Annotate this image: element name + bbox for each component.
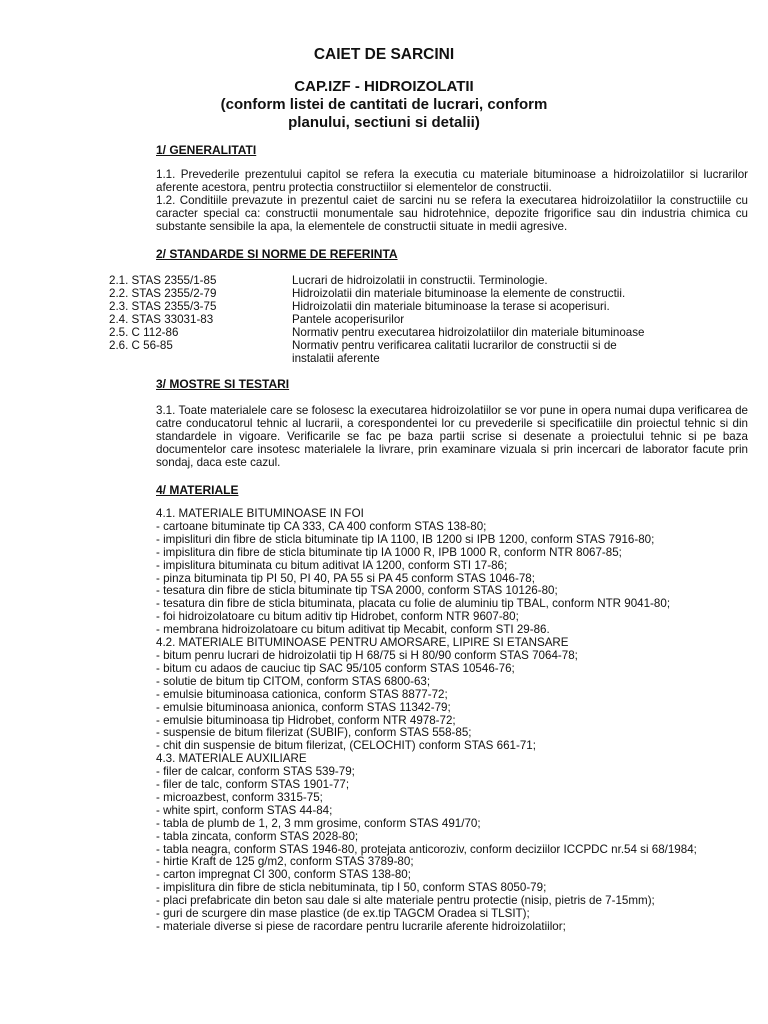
list-item: 4.3. MATERIALE AUXILIARE (156, 752, 307, 766)
section-heading-materiale: 4/ MATERIALE (156, 483, 239, 497)
list-item: - filer de talc, conform STAS 1901-77; (156, 778, 350, 792)
list-item: - emulsie bituminoasa cationica, conform STAS 8877-72; (156, 687, 448, 701)
list-item: - bitum cu adaos de cauciuc tip SAC 95/105 conform STAS 10546-76; (156, 661, 515, 675)
chapter-line-3: planului, sectiuni si detalii) (288, 114, 480, 131)
list-item: - bitum penru lucrari de hidroizolatii tip H 68/75 si H 80/90 conform STAS 7064-78; (156, 648, 578, 662)
section-heading-generalitati: 1/ GENERALITATI (156, 143, 257, 157)
paragraph-1-2: 1.2. Conditiile prevazute in prezentul caiet de sarcini nu se refera la executarea hidroizolatiilor la constructiile cu caracter special ca: constructii monumentale sau hidrotehnice, depozite frigorifice sau din industria chimica cu substante sensibile la apa, la elementele de constructii situate in medii agresive. (156, 194, 748, 233)
list-item: - tabla zincata, conform STAS 2028-80; (156, 829, 359, 843)
list-item: 4.1. MATERIALE BITUMINOASE IN FOI (156, 507, 364, 520)
list-item: - tabla de plumb de 1, 2, 3 mm grosime, conform STAS 491/70; (156, 816, 481, 830)
chapter-line-2: (conform listei de cantitati de lucrari, conform (220, 96, 548, 113)
list-item: - pinza bituminata tip PI 50, PI 40, PA 55 si PA 45 conform STAS 1046-78; (156, 571, 535, 585)
paragraph-1-1: 1.1. Prevederile prezentului capitol se refera la executia cu materiale bituminoase a hidroizolatiilor si lucrarilor aferente acestora, pentru protectia constructiilor si elementelor de constructii. (156, 168, 748, 194)
standard-code: 2.1. STAS 2355/1-85 (109, 274, 217, 287)
list-item: - impislitura din fibre de sticla nebituminata, tip I 50, conform STAS 8050-79; (156, 881, 547, 895)
list-item: - tabla neagra, conform STAS 1946-80, protejata anticoroziv, conform deciziilor ICCPDC nr.54 si 68/1984; (156, 842, 697, 856)
materials-list (156, 508, 756, 934)
standard-description: Normativ pentru executarea hidroizolatiilor din materiale bituminoase (292, 326, 645, 339)
paragraph-3-1: 3.1. Toate materialele care se folosesc la executarea hidroizolatiilor se vor pune in opera numai dupa verificarea de catre conducatorul tehnic al lucrarii, a corespondentei lor cu prevederile si specificatiile din proiectul tehnic si din standardele in vigoare. Verificarile se fac pe baza partii scrise si desenate a proiectului tehnic si pe baza documentelor care insotesc materialele la livrare, prin examinare vizuala si prin incercari de laborator facute prin sondaj, daca este cazul. (156, 404, 748, 469)
list-item: - carton impregnat CI 300, conform STAS 138-80; (156, 868, 411, 882)
list-item: - white spirt, conform STAS 44-84; (156, 803, 333, 817)
standard-code: 2.5. C 112-86 (109, 326, 179, 339)
standard-description: Hidroizolatii din materiale bituminoase la elemente de constructii. (292, 287, 626, 300)
list-item: - filer de calcar, conform STAS 539-79; (156, 765, 355, 779)
list-item: - foi hidroizolatoare cu bitum aditiv tip Hidrobet, conform NTR 9607-80; (156, 610, 519, 624)
list-item: - cartoane bituminate tip CA 333, CA 400 conform STAS 138-80; (156, 519, 487, 533)
list-item: - tesatura din fibre de sticla bituminate tip TSA 2000, conform STAS 10126-80; (156, 584, 558, 598)
section-heading-standarde: 2/ STANDARDE SI NORME DE REFERINTA (156, 247, 398, 261)
list-item: - microazbest, conform 3315-75; (156, 790, 323, 804)
list-item: - impislitura bituminata cu bitum aditivat IA 1200, conform STI 17-86; (156, 558, 508, 572)
list-item: - tesatura din fibre de sticla bituminata, placata cu folie de aluminiu tip TBAL, conform NTR 9041-80; (156, 597, 671, 611)
list-item: - impislituri din fibre de sticla bituminate tip IA 1100, IB 1200 si IPB 1200, conform STAS 7916-80; (156, 532, 655, 546)
standard-description: Normativ pentru verificarea calitatii lucrarilor de constructii si de instalatii aferente (292, 339, 617, 365)
standard-code: 2.4. STAS 33031-83 (109, 313, 214, 326)
standard-code: 2.3. STAS 2355/3-75 (109, 300, 217, 313)
chapter-heading (0, 78, 768, 132)
standard-description: Hidroizolatii din materiale bituminoase la terase si acoperisuri. (292, 300, 610, 313)
list-item: - chit din suspensie de bitum filerizat, (CELOCHIT) conform STAS 661-71; (156, 739, 536, 753)
list-item: - solutie de bitum tip CITOM, conform STAS 6800-63; (156, 674, 431, 688)
list-item: - emulsie bituminoasa anionica, conform STAS 11342-79; (156, 700, 451, 714)
list-item: - membrana hidroizolatoare cu bitum aditivat tip Mecabit, conform STI 29-86. (156, 623, 550, 637)
list-item: - suspensie de bitum filerizat (SUBIF), conform STAS 558-85; (156, 726, 472, 740)
list-item: - placi prefabricate din beton sau dale si alte materiale pentru protectie (nisip, pietris de 7-15mm); (156, 894, 655, 908)
list-item: 4.2. MATERIALE BITUMINOASE PENTRU AMORSARE, LIPIRE SI ETANSARE (156, 636, 569, 650)
list-item: - guri de scurgere din mase plastice (de ex.tip TAGCM Oradea si TLSIT); (156, 907, 530, 921)
list-item: - hirtie Kraft de 125 g/m2, conform STAS 3789-80; (156, 855, 414, 869)
document-title: CAIET DE SARCINI (313, 46, 455, 63)
standard-description: Pantele acoperisurilor (292, 313, 405, 326)
list-item: - materiale diverse si piese de racordare pentru lucrarile aferente hidroizolatiilor; (156, 920, 566, 933)
standard-code: 2.2. STAS 2355/2-79 (109, 287, 217, 300)
list-item: - impislitura din fibre de sticla bituminate tip IA 1000 R, IPB 1000 R, conform NTR 8067-85; (156, 545, 622, 559)
list-item: - emulsie bituminoasa tip Hidrobet, conform NTR 4978-72; (156, 713, 456, 727)
standard-description: Lucrari de hidroizolatii in constructii. Terminologie. (292, 274, 548, 287)
section-heading-mostre: 3/ MOSTRE SI TESTARI (156, 377, 290, 391)
chapter-line-1: CAP.IZF - HIDROIZOLATII (294, 78, 474, 95)
standard-code: 2.6. C 56-85 (109, 339, 173, 352)
